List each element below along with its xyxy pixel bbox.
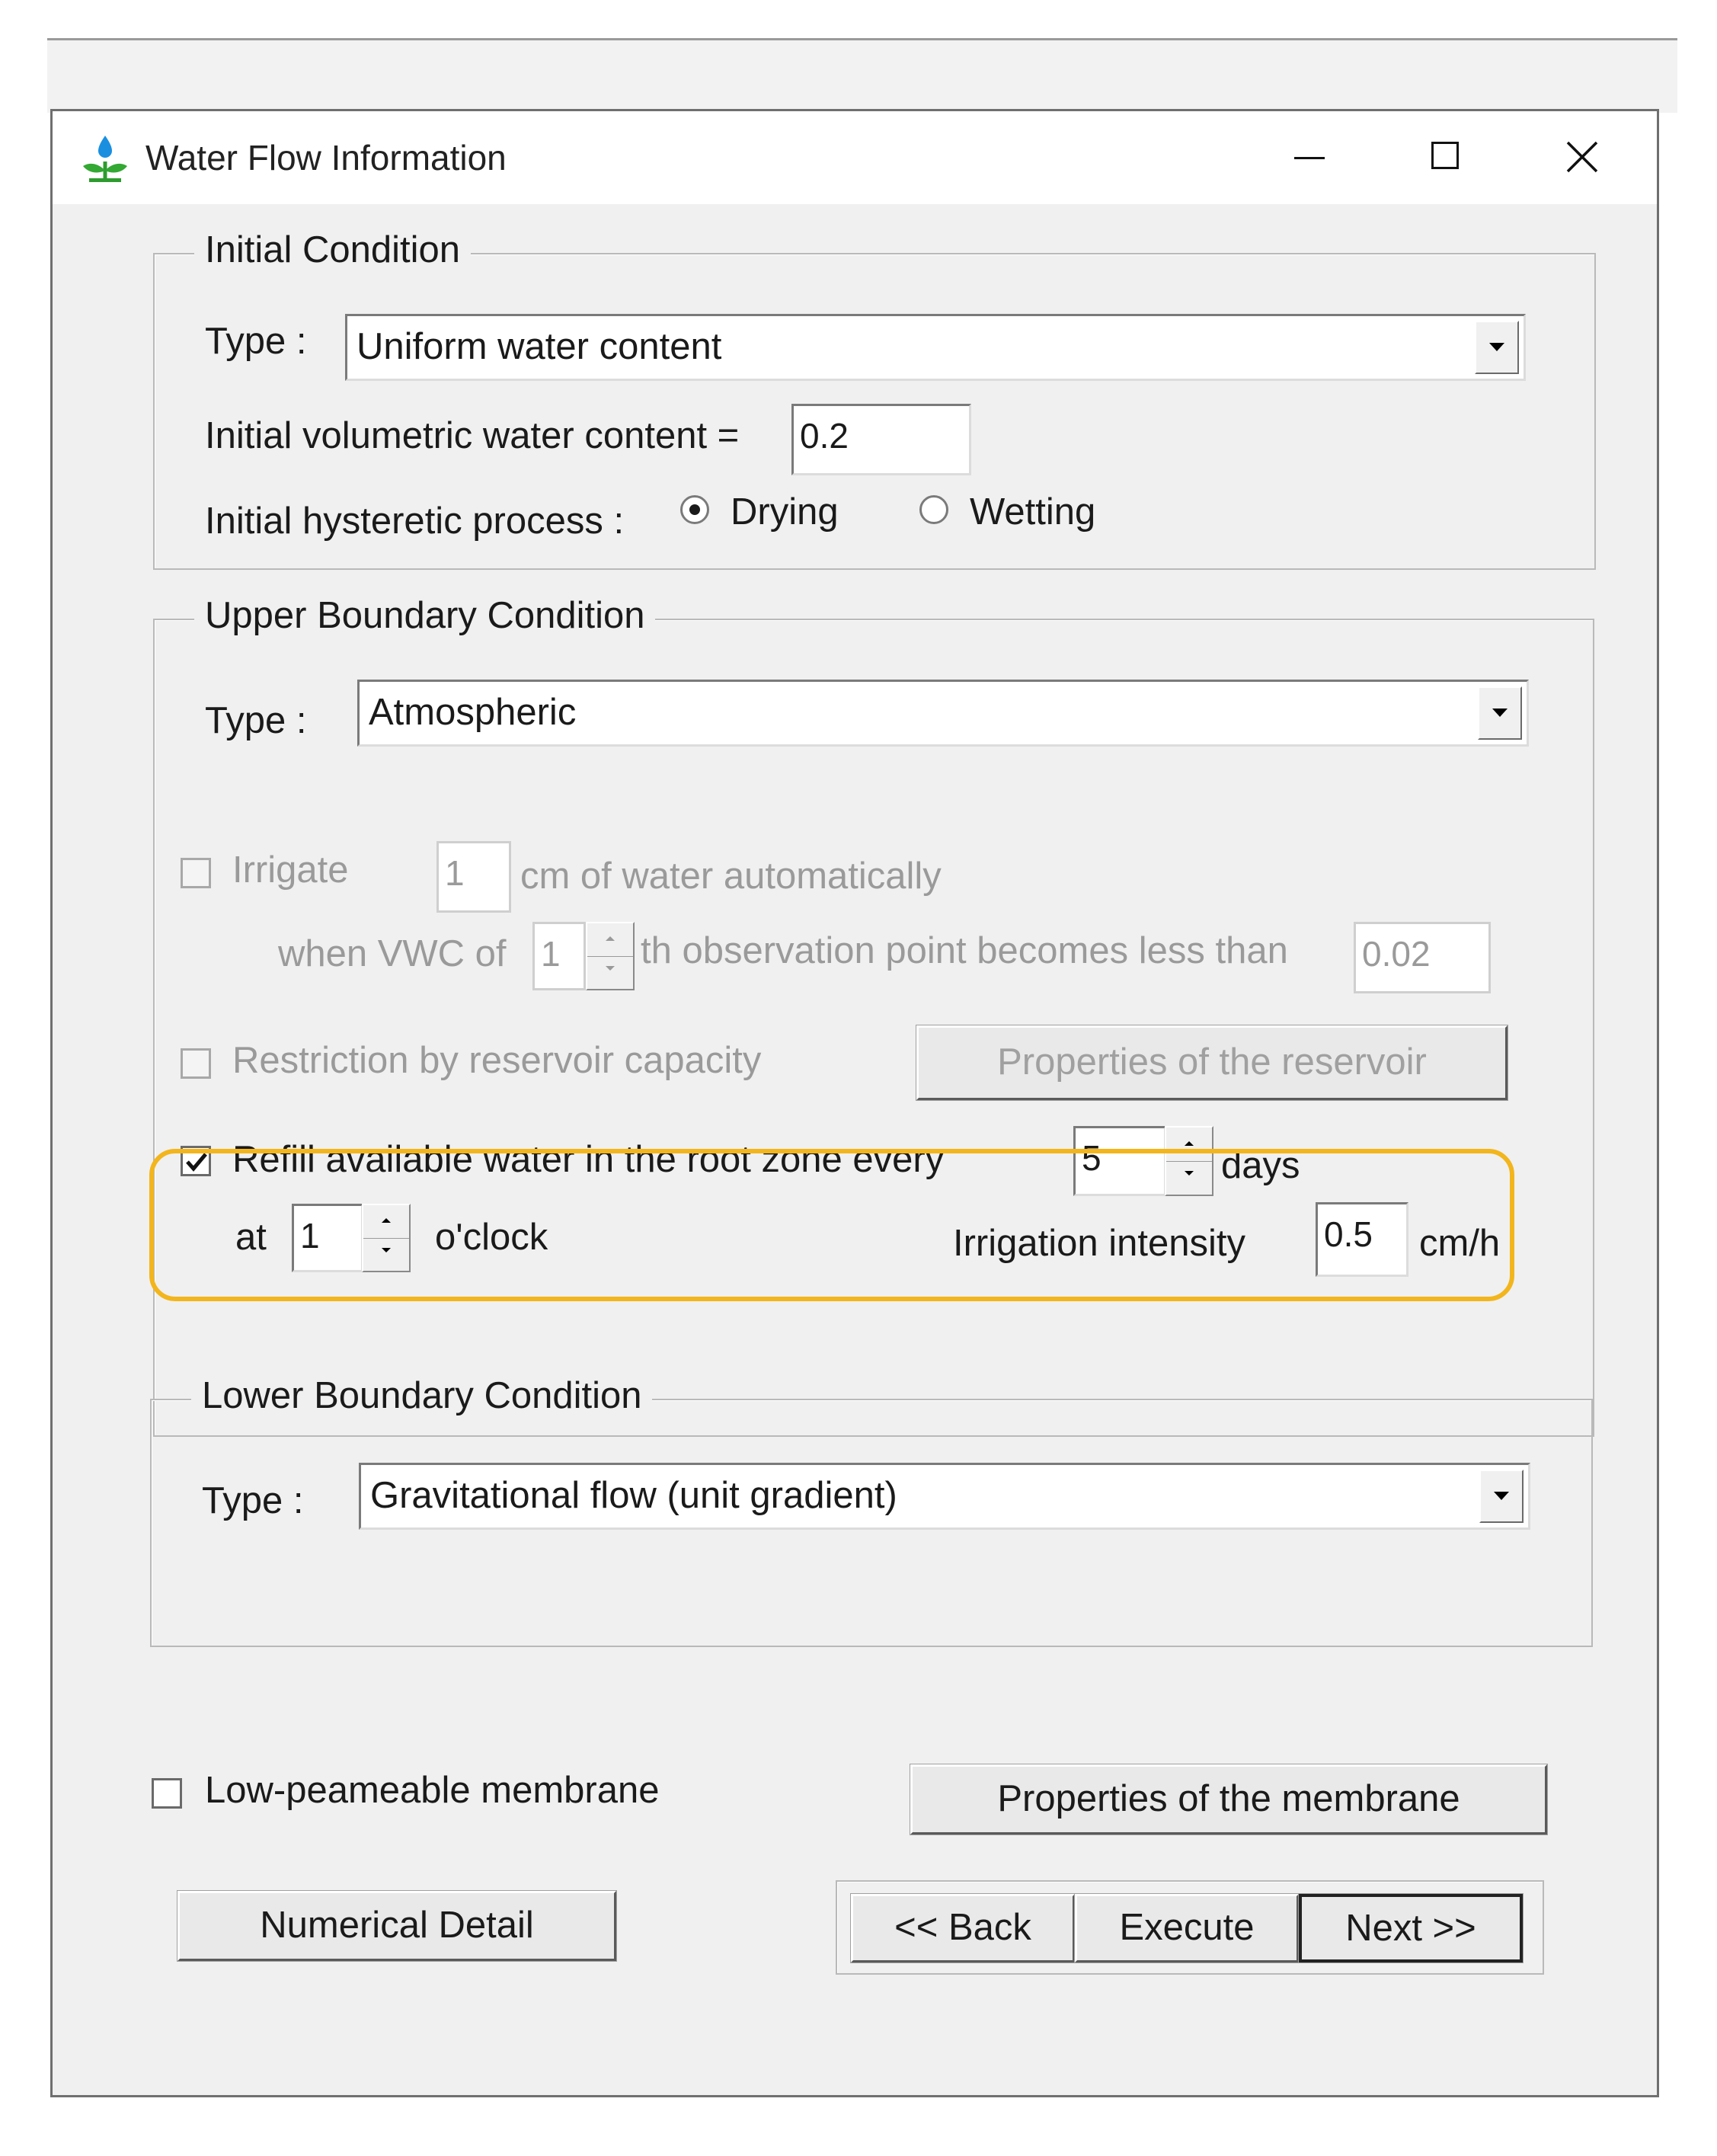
days-label: days bbox=[1221, 1145, 1300, 1186]
irrigate-checkbox[interactable] bbox=[181, 858, 211, 888]
refill-highlight bbox=[149, 1149, 1514, 1301]
lower-type-value: Gravitational flow (unit gradient) bbox=[370, 1475, 897, 1516]
upper-boundary-legend: Upper Boundary Condition bbox=[194, 594, 655, 637]
maximize-icon bbox=[1431, 142, 1459, 169]
initial-type-value: Uniform water content bbox=[357, 326, 722, 367]
intensity-input[interactable]: 0.5 bbox=[1316, 1202, 1408, 1277]
close-button[interactable] bbox=[1515, 111, 1645, 204]
restriction-label: Restriction by reservoir capacity bbox=[232, 1040, 762, 1081]
maximize-button[interactable] bbox=[1381, 111, 1511, 204]
at-label: at bbox=[235, 1217, 267, 1258]
navigation-button-group bbox=[836, 1880, 1544, 1975]
irrigate-amount-input[interactable]: 1 bbox=[436, 841, 511, 913]
plant-water-icon bbox=[78, 131, 132, 184]
hysteretic-label: Initial hysteretic process : bbox=[205, 501, 625, 542]
initial-type-combo[interactable] bbox=[345, 314, 1526, 381]
chevron-down-icon[interactable] bbox=[1479, 1470, 1524, 1523]
refill-days-input[interactable]: 5 bbox=[1073, 1126, 1166, 1196]
reservoir-properties-button[interactable]: Properties of the reservoir bbox=[916, 1025, 1508, 1100]
water-flow-dialog bbox=[50, 109, 1659, 2097]
intensity-unit: cm/h bbox=[1419, 1223, 1501, 1264]
lower-type-label: Type : bbox=[202, 1480, 304, 1521]
lower-boundary-group bbox=[150, 1375, 1593, 1647]
initial-vwc-input[interactable]: 0.2 bbox=[791, 404, 971, 475]
drying-label: Drying bbox=[731, 491, 839, 533]
initial-vwc-label: Initial volumetric water content = bbox=[205, 415, 740, 456]
restriction-checkbox[interactable] bbox=[181, 1048, 211, 1079]
intensity-label: Irrigation intensity bbox=[953, 1223, 1246, 1264]
back-button[interactable]: << Back bbox=[851, 1894, 1075, 1962]
observation-point-input[interactable]: 1 bbox=[532, 922, 586, 990]
observation-point-spinner[interactable] bbox=[586, 922, 635, 990]
when-vwc-label: when VWC of bbox=[278, 933, 507, 974]
threshold-input[interactable]: 0.02 bbox=[1354, 922, 1491, 993]
drying-radio[interactable] bbox=[680, 495, 709, 524]
spin-up-button[interactable] bbox=[587, 923, 633, 957]
membrane-label: Low-peameable membrane bbox=[205, 1770, 660, 1811]
upper-boundary-group bbox=[153, 595, 1594, 1437]
upper-type-combo[interactable] bbox=[357, 680, 1529, 747]
lower-type-combo[interactable] bbox=[359, 1463, 1530, 1530]
wetting-label: Wetting bbox=[970, 491, 1096, 533]
wetting-radio[interactable] bbox=[919, 495, 948, 524]
oclock-label: o'clock bbox=[435, 1217, 548, 1258]
minimize-button[interactable] bbox=[1245, 111, 1375, 204]
initial-condition-group bbox=[153, 229, 1596, 570]
numerical-detail-button[interactable]: Numerical Detail bbox=[177, 1891, 616, 1961]
initial-type-label: Type : bbox=[205, 321, 307, 362]
close-icon bbox=[1565, 140, 1599, 174]
irrigate-suffix: cm of water automatically bbox=[520, 856, 942, 897]
chevron-down-icon[interactable] bbox=[1478, 686, 1522, 740]
membrane-checkbox[interactable] bbox=[152, 1778, 182, 1809]
next-button[interactable]: Next >> bbox=[1299, 1894, 1523, 1962]
irrigate-label: Irrigate bbox=[232, 849, 349, 891]
refill-label: Refill available water in the root zone every bbox=[232, 1139, 945, 1180]
observation-suffix: th observation point becomes less than bbox=[641, 930, 1288, 971]
membrane-properties-button[interactable]: Properties of the membrane bbox=[910, 1764, 1547, 1835]
chevron-down-icon[interactable] bbox=[1475, 321, 1519, 374]
upper-type-value: Atmospheric bbox=[369, 692, 577, 733]
lower-boundary-legend: Lower Boundary Condition bbox=[191, 1374, 652, 1417]
minimize-icon bbox=[1294, 157, 1325, 159]
execute-button[interactable]: Execute bbox=[1075, 1894, 1299, 1962]
title-bar bbox=[53, 111, 1657, 204]
background-window-bar bbox=[47, 40, 1677, 113]
at-hour-input[interactable]: 1 bbox=[292, 1204, 363, 1272]
initial-condition-legend: Initial Condition bbox=[194, 229, 471, 271]
upper-type-label: Type : bbox=[205, 700, 307, 741]
spin-down-button[interactable] bbox=[587, 956, 633, 989]
window-title: Water Flow Information bbox=[145, 138, 507, 178]
